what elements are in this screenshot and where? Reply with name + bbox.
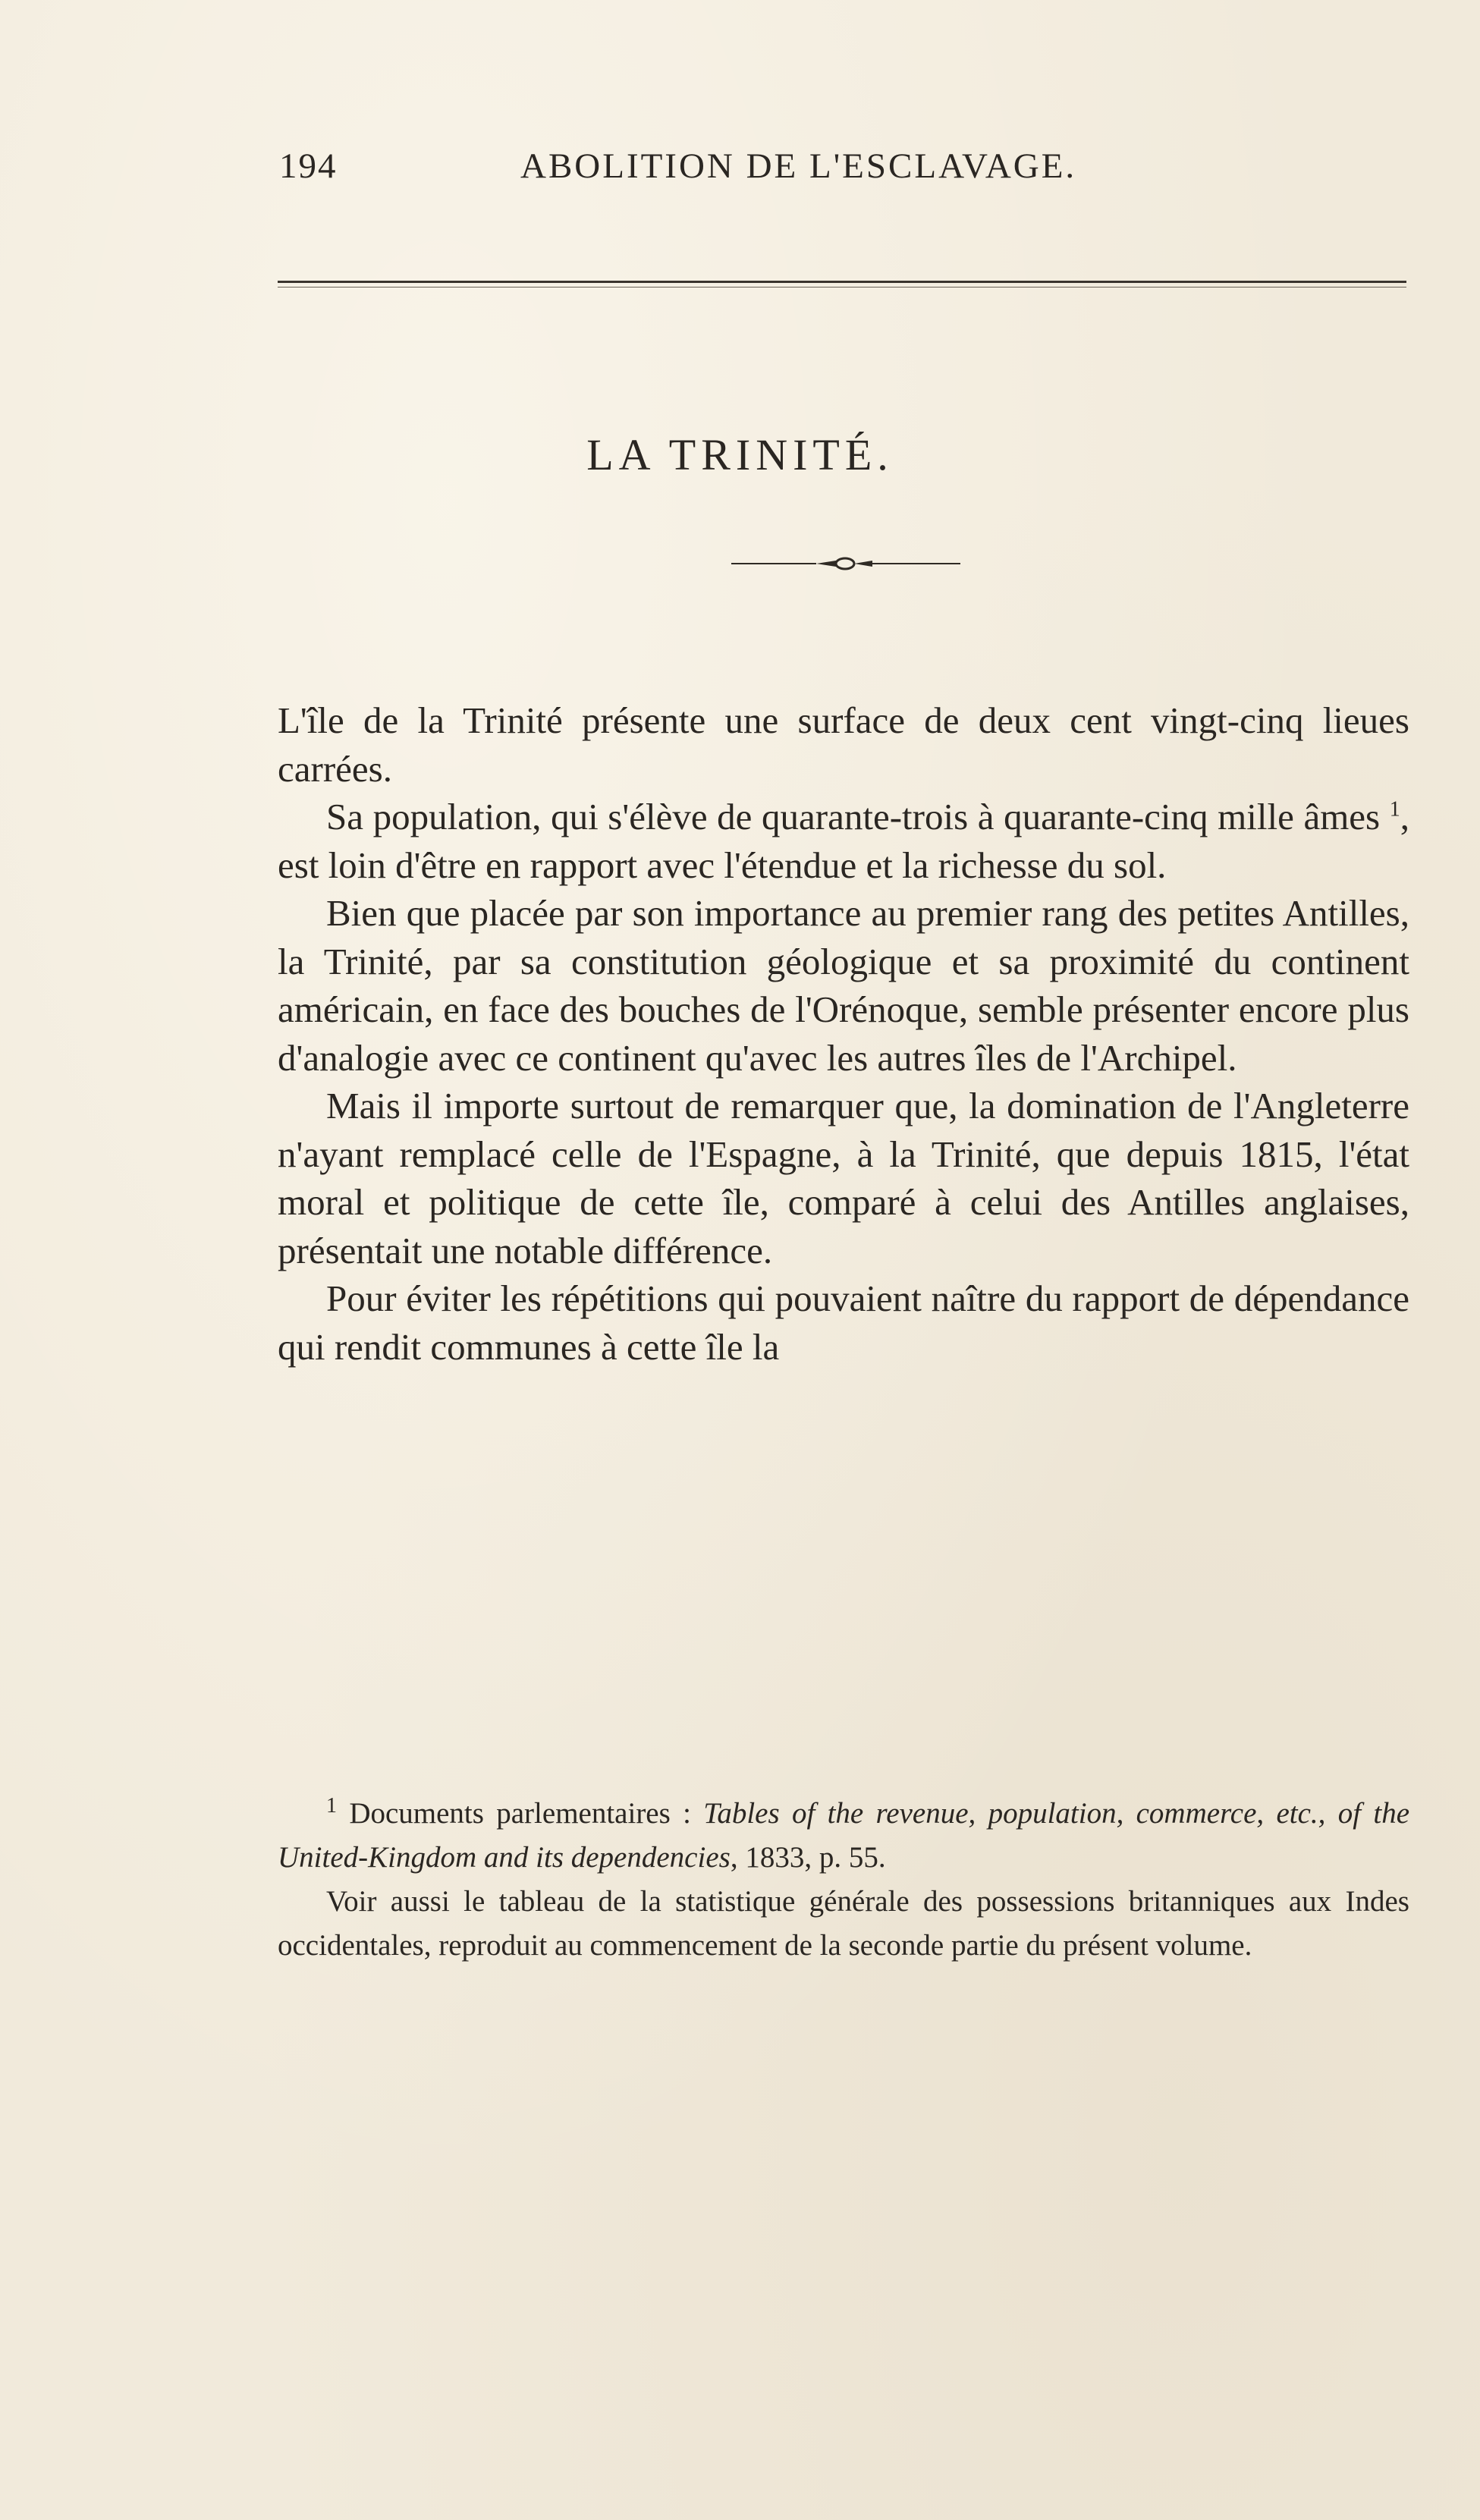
main-text [278, 696, 1409, 1371]
footnote-reference: 1 [1389, 797, 1400, 822]
paragraph-1: L'île de la Trinité présente une surface de deux cent vingt-cinq lieues carrées. [278, 699, 1409, 790]
footnote-marker: 1 [326, 1794, 337, 1818]
footnote-1 [278, 1792, 1409, 1880]
paragraph-2-continuation: , est loin d'être en rapport avec l'étendue et la richesse du sol. [278, 796, 1409, 886]
footnote-1-reference: , 1833, p. 55. [730, 1841, 886, 1874]
paragraph-5: Pour éviter les répétitions qui pouvaient naître du rapport de dépendance qui rendit communes à cette île la [278, 1277, 1409, 1368]
header-rule-thin [278, 287, 1406, 288]
header-rule [278, 281, 1406, 283]
paragraph-4: Mais il importe surtout de remarquer que, la domination de l'Angleterre n'ayant remplacé celle de l'Espagne, à la Trinité, que depuis 1815, l'état moral et politique de cette île, comparé à celui des Antilles anglaises, présentait une notable différence. [278, 1085, 1409, 1271]
footnote-1-title: Tables of the revenue, population, commerce, etc., of the United-Kingdom and its dependencies [278, 1797, 1410, 1874]
chapter-title: LA TRINITÉ. [586, 430, 894, 479]
footnote-1-lead: Documents parlementaires : [349, 1797, 704, 1830]
footnotes [278, 1792, 1409, 1968]
page-number: 194 [279, 146, 338, 186]
ornament-divider-icon [731, 552, 960, 575]
footnote-2: Voir aussi le tableau de la statistique générale des possessions britanniques aux Indes occidentales, reproduit au commencement de la seconde partie du présent volume. [278, 1885, 1409, 1962]
running-title: ABOLITION DE L'ESCLAVAGE. [520, 146, 1077, 186]
paragraph-2-text: Sa population, qui s'élève de quarante-trois à quarante-cinq mille âmes [326, 796, 1381, 837]
running-head [279, 146, 1406, 191]
paragraph-3: Bien que placée par son importance au premier rang des petites Antilles, la Trinité, par sa constitution géologique et sa proximité du continent américain, en face des bouches de l'Orénoque, semble présenter encore plus d'analogie avec ce continent qu'avec les autres îles de l'Archipel. [278, 892, 1409, 1079]
paragraph-2 [278, 793, 1409, 889]
